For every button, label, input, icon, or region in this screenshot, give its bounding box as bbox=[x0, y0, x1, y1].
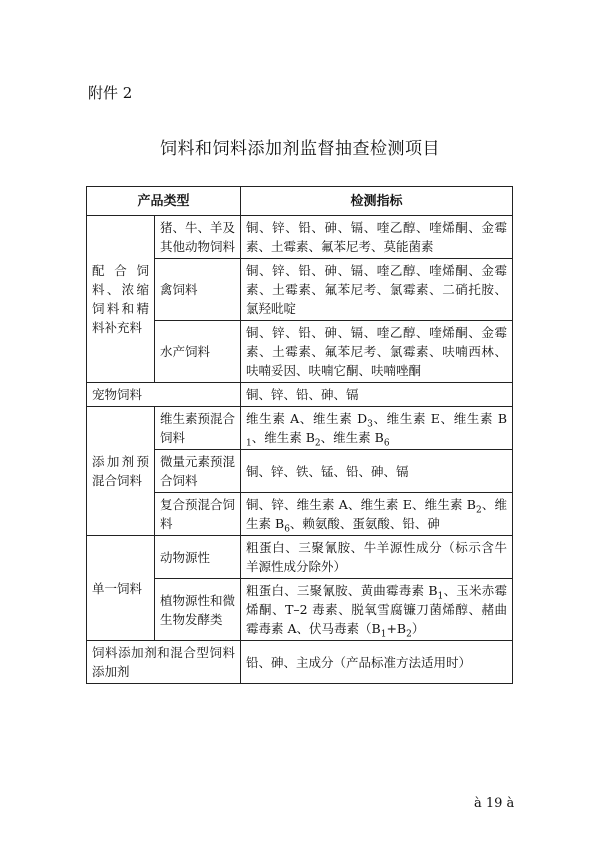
indicators-compound-premix: 铜、锌、维生素 A、维生素 E、维生素 $B_2$、维生素 $B_6$、赖氨酸、蛋氨酸、铅、砷 bbox=[241, 493, 513, 536]
page-number: à 19 à bbox=[474, 796, 515, 811]
indicators-pet-feed: 铜、锌、铅、砷、镉 bbox=[241, 383, 513, 407]
table-row bbox=[87, 216, 513, 259]
category-compound-feed: 配合饲料、浓缩饲料和精料补充料 bbox=[87, 216, 155, 383]
indicators-trace-element-premix: 铜、锌、铁、锰、铅、砷、镉 bbox=[241, 450, 513, 493]
subtype-livestock-feed: 猪、牛、羊及其他动物饲料 bbox=[155, 216, 241, 259]
table-row bbox=[87, 407, 513, 450]
subtype-compound-premix: 复合预混合饲料 bbox=[155, 493, 241, 536]
table-row bbox=[87, 383, 513, 407]
subtype-trace-element-premix: 微量元素预混合饲料 bbox=[155, 450, 241, 493]
subtype-vitamin-premix: 维生素预混合饲料 bbox=[155, 407, 241, 450]
attachment-label: 附件 2 bbox=[88, 84, 133, 102]
subtype-poultry-feed: 禽饲料 bbox=[155, 259, 241, 321]
indicators-aquatic-feed: 铜、锌、铅、砷、镉、喹乙醇、喹烯酮、金霉素、土霉素、氟苯尼考、氯霉素、呋喃西林、呋喃妥因、呋喃它酮、呋喃唑酮 bbox=[241, 321, 513, 383]
table-row bbox=[87, 536, 513, 579]
indicators-plant-microbial-origin: 粗蛋白、三聚氰胺、黄曲霉毒素 $B_1$、玉米赤霉烯酮、T–2 毒素、脱氧雪腐镰刀菌烯醇、赭曲霉毒素 A、伏马毒素$(B_1+B_2)$ bbox=[241, 579, 513, 641]
table-header-row bbox=[87, 187, 513, 216]
category-premix-feed: 添加剂预混合饲料 bbox=[87, 407, 155, 536]
category-single-feed: 单一饲料 bbox=[87, 536, 155, 641]
header-indicators: 检测指标 bbox=[241, 187, 513, 216]
indicators-livestock-feed: 铜、锌、铅、砷、镉、喹乙醇、喹烯酮、金霉素、土霉素、氟苯尼考、莫能菌素 bbox=[241, 216, 513, 259]
subtype-aquatic-feed: 水产饲料 bbox=[155, 321, 241, 383]
subtype-plant-microbial-origin: 植物源性和微生物发酵类 bbox=[155, 579, 241, 641]
subtype-animal-origin: 动物源性 bbox=[155, 536, 241, 579]
table-row bbox=[87, 641, 513, 684]
document-title: 饲料和饲料添加剂监督抽查检测项目 bbox=[160, 139, 440, 159]
header-product-type: 产品类型 bbox=[87, 187, 241, 216]
indicators-poultry-feed: 铜、锌、铅、砷、镉、喹乙醇、喹烯酮、金霉素、土霉素、氟苯尼考、氯霉素、二硝托胺、氯羟吡啶 bbox=[241, 259, 513, 321]
indicators-vitamin-premix: 维生素 A、维生素 $D_3$、维生素 E、维生素 $B_1$、维生素 $B_2$、维生素 $B_6$ bbox=[241, 407, 513, 450]
indicators-feed-additives: 铅、砷、主成分（产品标准方法适用时） bbox=[241, 641, 513, 684]
indicators-animal-origin: 粗蛋白、三聚氰胺、牛羊源性成分（标示含牛羊源性成分除外） bbox=[241, 536, 513, 579]
category-feed-additives: 饲料添加剂和混合型饲料添加剂 bbox=[87, 641, 241, 684]
category-pet-feed: 宠物饲料 bbox=[87, 383, 241, 407]
inspection-items-table bbox=[86, 186, 513, 684]
